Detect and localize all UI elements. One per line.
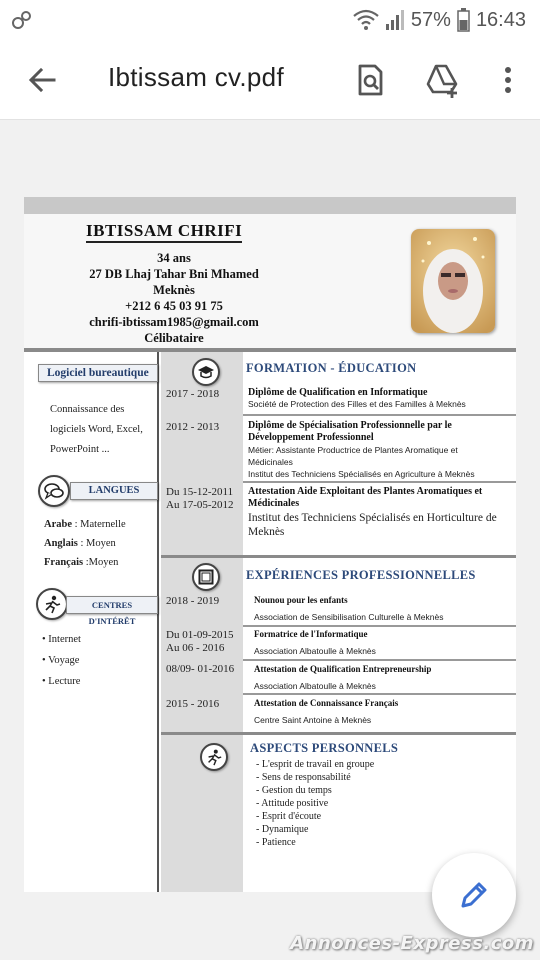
interests-runner-icon	[36, 588, 68, 620]
row-separator	[243, 659, 516, 661]
experience-title: Attestation de Qualification Entrepreneurship	[254, 664, 432, 674]
languages-list	[44, 515, 126, 572]
section-separator	[161, 732, 516, 735]
pdf-page[interactable]	[24, 197, 516, 892]
add-to-drive-icon[interactable]	[422, 60, 462, 100]
cv-header	[24, 214, 516, 348]
formation-institution: Société de Protection des Filles et des Familles à Meknès	[248, 399, 466, 409]
list-item: - Attitude positive	[256, 798, 329, 809]
app-bar	[0, 40, 540, 120]
language-item: Arabe : Maternelle	[44, 519, 126, 530]
cv-address-line2: Meknès	[153, 283, 195, 297]
formation-title: Diplôme de Qualification en Informatique	[248, 387, 428, 398]
row-separator	[243, 414, 516, 416]
more-vert-icon[interactable]	[488, 60, 528, 100]
row-separator	[243, 481, 516, 483]
formation-title: Attestation Aide Exploitant des Plantes Aromatiques et Médicinales	[248, 486, 483, 509]
interests-tag: CENTRES D'INTÉRÊT	[66, 596, 158, 614]
cv-phone: +212 6 45 03 91 75	[125, 299, 223, 313]
watermark: Annonces-Express.com	[290, 933, 534, 954]
list-item: - Sens de responsabilité	[256, 772, 351, 783]
formation-date: Du 15-12-2011 Au 17-05-2012	[166, 486, 234, 511]
languages-tag: LANGUES	[70, 482, 158, 500]
experience-date: 2015 - 2016	[166, 698, 220, 710]
formation-date: 2012 - 2013	[166, 421, 220, 433]
cv-contact-info	[44, 250, 304, 346]
briefcase-square-icon	[192, 563, 220, 591]
software-description: Connaissance des logiciels Word, Excel, PowerPoint ...	[50, 404, 143, 455]
personal-list	[256, 758, 374, 849]
formation-title: Diplôme de Spécialisation Professionnelle par le Développement Professionnel	[248, 420, 452, 443]
software-tag: Logiciel bureautique	[38, 364, 158, 382]
cv-marital-status: Célibataire	[144, 331, 204, 345]
list-item: - Esprit d'écoute	[256, 811, 322, 822]
list-item: - Dynamique	[256, 824, 309, 835]
find-in-page-icon[interactable]	[350, 60, 390, 100]
graduation-cap-icon	[192, 358, 220, 386]
edit-fab-button[interactable]	[432, 853, 516, 937]
experience-title: Nounou pour les enfants	[254, 595, 348, 605]
personal-heading: ASPECTS PERSONNELS	[250, 741, 399, 755]
experience-date: 2018 - 2019	[166, 595, 220, 607]
experience-place: Association Albatoulle à Meknès	[254, 681, 376, 691]
clock: 16:43	[475, 8, 526, 31]
list-item: - L'esprit de travail en groupe	[256, 759, 375, 770]
back-arrow-icon[interactable]	[24, 62, 60, 98]
interests-list	[42, 629, 81, 692]
personal-runner-icon	[200, 743, 228, 771]
row-separator	[243, 693, 516, 695]
interest-item: • Lecture	[42, 676, 81, 687]
experience-place: Centre Saint Antoine à Meknès	[254, 715, 372, 725]
page-top-band	[24, 197, 516, 214]
document-title: Ibtissam cv.pdf	[108, 62, 284, 92]
formation-institution: Institut des Techniciens Spécialisés en Horticulture de Meknès	[248, 512, 497, 538]
formation-heading: FORMATION - ÉDUCATION	[246, 361, 417, 375]
wifi-icon	[353, 9, 379, 31]
experience-date: Du 01-09-2015 Au 06 - 2016	[166, 629, 234, 654]
row-separator	[243, 625, 516, 627]
list-item: - Patience	[256, 837, 296, 848]
experience-date: 08/09- 01-2016	[166, 663, 235, 675]
cv-address-line1: 27 DB Lhaj Tahar Bni Mhamed	[89, 267, 259, 281]
cv-email: chrifi-ibtissam1985@gmail.com	[89, 315, 259, 329]
battery-percent: 57%	[410, 8, 451, 31]
profile-photo	[411, 229, 495, 333]
battery-icon	[457, 8, 470, 32]
list-item: - Gestion du temps	[256, 785, 332, 796]
status-bar	[0, 0, 540, 40]
pencil-icon	[457, 878, 491, 912]
languages-chat-icon	[38, 475, 70, 507]
language-item: Français :Moyen	[44, 557, 119, 568]
experience-title: Attestation de Connaissance Français	[254, 698, 399, 708]
experience-title: Formatrice de l'Informatique	[254, 629, 368, 639]
formation-institution: Métier: Assistante Productrice de Plantes Aromatique et Médicinales Institut des Techniciens Spécialisés en Agriculture à Meknès	[248, 445, 475, 479]
signal-icon	[385, 9, 405, 31]
interest-item: • Internet	[42, 634, 81, 645]
interest-item: • Voyage	[42, 655, 80, 666]
language-item: Anglais : Moyen	[44, 538, 116, 549]
experience-place: Association Albatoulle à Meknès	[254, 646, 376, 656]
cv-name: IBTISSAM CHRIFI	[86, 221, 242, 243]
experience-place: Association de Sensibilisation Culturelle à Meknès	[254, 612, 444, 622]
formation-date: 2017 - 2018	[166, 388, 220, 400]
link-rotate-icon	[10, 8, 34, 32]
section-separator	[161, 555, 516, 558]
cv-age: 34 ans	[157, 251, 191, 265]
status-right	[353, 6, 526, 34]
experience-heading: EXPÉRIENCES PROFESSIONNELLES	[246, 568, 476, 582]
